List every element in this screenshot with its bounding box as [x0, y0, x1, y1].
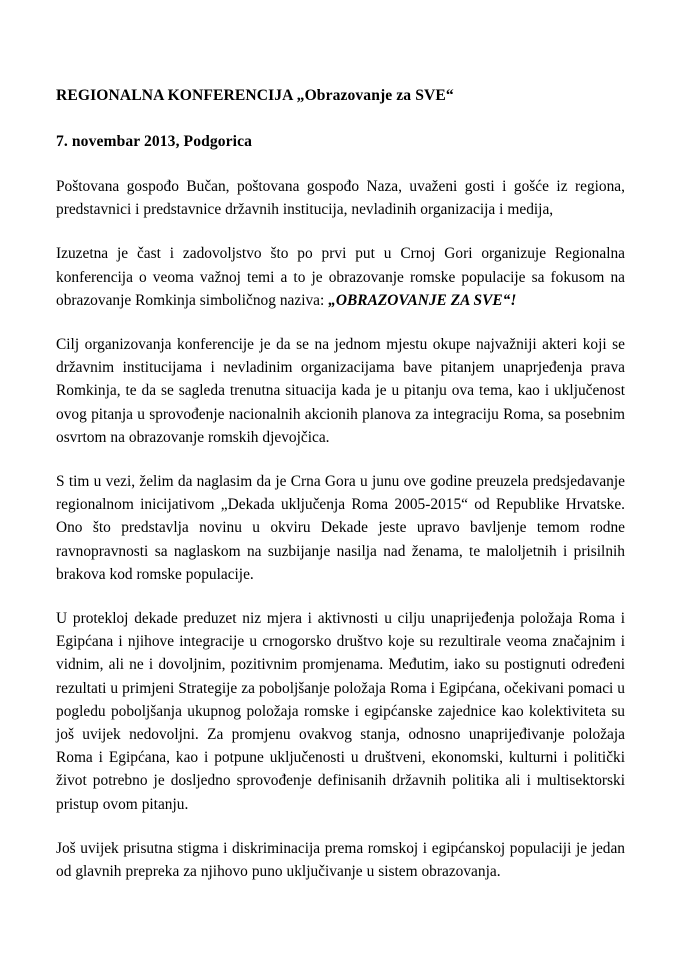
paragraph-past-decade: U protekloj dekade preduzet niz mjera i aktivnosti u cilju unaprijeđenja položaja Roma i Egipćana i njihove integracije u crnogorsko društvo koje su rezultirale veoma značajnim i vidnim, ali ne i dovoljnim, pozitivnim promjenama. Međutim, iako su postignuti određeni rezultati u primjeni Strategije za poboljšanje položaja Roma i Egipćana, očekivani pomaci u pogledu poboljšanja ukupnog položaja romske i egipćanske zajednice kao kolektiviteta su još uvijek nedovoljni. Za promjenu ovakvog stanja, odnosno unaprijeđivanje položaja Roma i Egipćana, kao i potpune uključenosti u društveni, ekonomski, kulturni i politički život potrebno je dosljedno sprovođenje definisanih državnih politika ali i multisektorski pristup ovom pitanju. — [56, 610, 625, 813]
paragraph-welcome — [56, 242, 625, 312]
paragraph-stigma: Još uvijek prisutna stigma i diskriminacija prema romskoj i egipćanskoj populaciji je jedan od glavnih prepreka za njihovo puno uključivanje u sistem obrazovanja. — [56, 839, 625, 881]
paragraph-welcome-text: Izuzetna je čast i zadovoljstvo što po prvi put u Crnoj Gori organizuje Regionalna konferencija o veoma važnoj temi a to je obrazovanje romske populacije sa fokusom na obrazovanje Romkinja simboličnog naziva: — [56, 245, 625, 309]
page-title: REGIONALNA KONFERENCIJA „Obrazovanje za SVE“ — [56, 87, 454, 104]
document-subtitle: 7. novembar 2013, Podgorica — [56, 133, 253, 150]
paragraph-goal: Cilj organizovanja konferencije je da se na jednom mjestu okupe najvažniji akteri koji se državnim institucijama i nevladinim organizacijama bave pitanjem unaprjeđenja prava Romkinja, te da se sagleda trenutna situacija kada je u pitanju ova tema, kao i uključenost ovog pitanja u sprovođenje nacionalnih akcionih planova za integraciju Roma, sa posebnim osvrtom na obrazovanje romskih djevojčica. — [56, 336, 625, 446]
document-body — [56, 175, 625, 883]
paragraph-decade-chairmanship: S tim u vezi, želim da naglasim da je Crna Gora u junu ove godine preuzela predsjedavanje regionalnom inicijativom „Dekada uključenja Roma 2005-2015“ od Republike Hrvatske. Ono što predstavlja novinu u okviru Dekade jeste upravo bavljenje temom rodne ravnopravnosti sa naglaskom na suzbijanje nasilja nad ženama, te maloljetnih i prisilnih brakova kod romske populacije. — [56, 473, 625, 583]
paragraph-salutation: Poštovana gospođo Bučan, poštovana gospođo Naza, uvaženi gosti i gošće iz regiona, predstavnici i predstavnice državnih institucija, nevladinih organizacija i medija, — [56, 178, 625, 219]
conference-slogan-emphasis: „OBRAZOVANJE ZA SVE“! — [328, 291, 517, 309]
